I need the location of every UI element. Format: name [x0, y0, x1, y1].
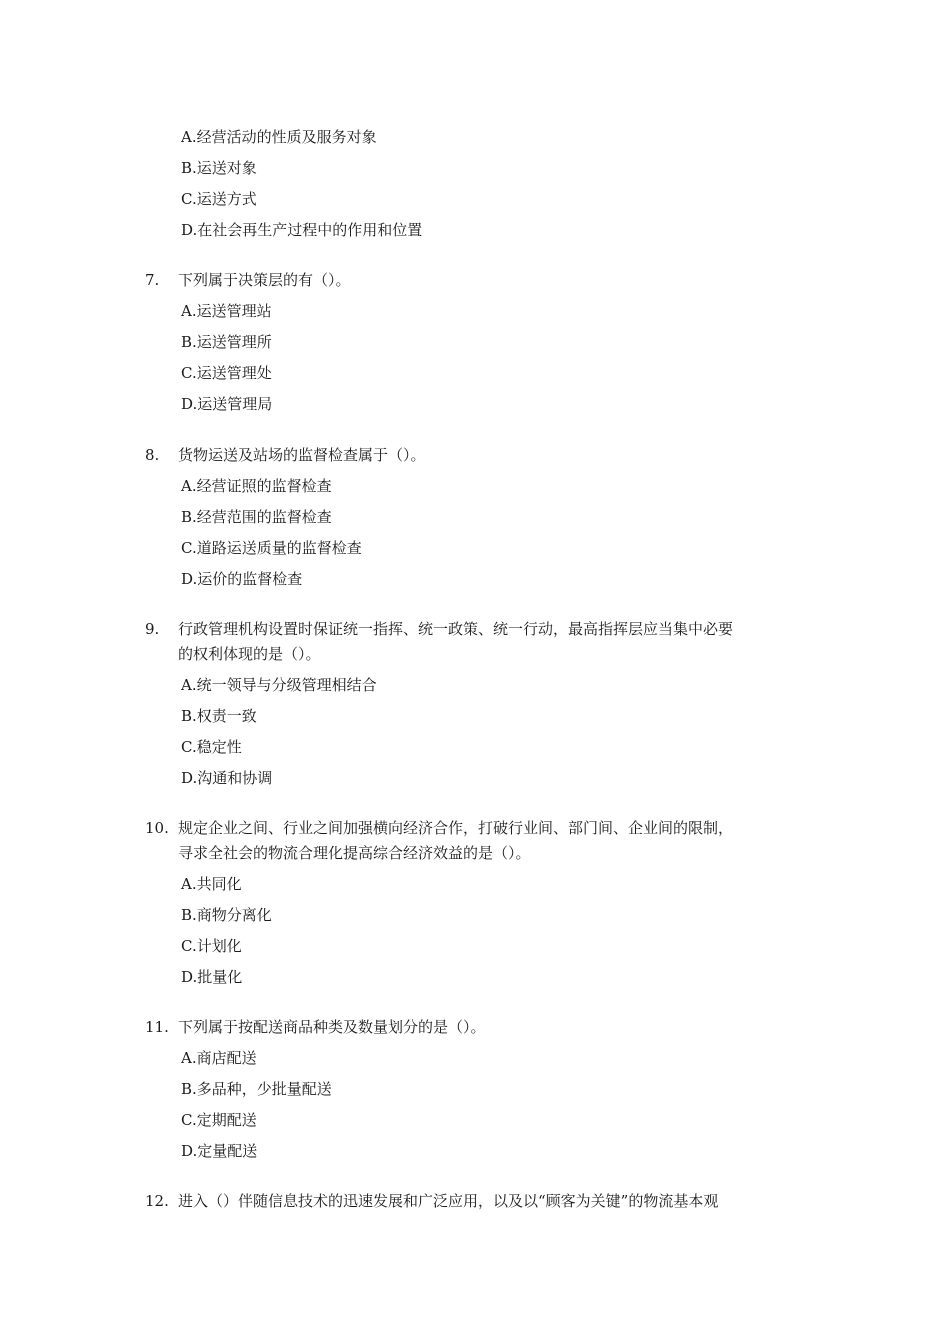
question-text-line-1: 规定企业之间、行业之间加强横向经济合作，打破行业间、部门间、企业间的限制， — [178, 819, 734, 837]
question-text-line-2: 寻求全社会的物流合理化提高综合经济效益的是（）。 — [178, 844, 531, 862]
question-number: 11. — [145, 1018, 169, 1036]
option-b: B.权责一致 — [181, 707, 257, 725]
option-d: D.定量配送 — [181, 1142, 258, 1160]
option-a: A.运送管理站 — [181, 302, 272, 320]
option-c: C.运送管理处 — [181, 364, 272, 382]
question-text-line-1: 行政管理机构设置时保证统一指挥、统一政策、统一行动，最高指挥层应当集中必要 — [178, 620, 734, 638]
question-number: 8. — [145, 446, 160, 464]
option-d: D.批量化 — [181, 968, 243, 986]
question-number: 10. — [145, 819, 169, 837]
option-b: B.经营范围的监督检查 — [181, 508, 332, 526]
option-d: D.运价的监督检查 — [181, 570, 303, 588]
question-number: 9. — [145, 620, 160, 638]
option-a: A.共同化 — [181, 875, 242, 893]
option-c: C.道路运送质量的监督检查 — [181, 539, 362, 557]
question-number: 12. — [145, 1192, 169, 1210]
option-d: D.沟通和协调 — [181, 769, 273, 787]
question-text: 货物运送及站场的监督检查属于（）。 — [178, 446, 426, 464]
option-a: A.经营活动的性质及服务对象 — [181, 128, 377, 146]
option-a: A.统一领导与分级管理相结合 — [181, 676, 377, 694]
question-text: 进入（）伴随信息技术的迅速发展和广泛应用，以及以“顾客为关键”的物流基本观 — [178, 1192, 719, 1210]
option-c: C.定期配送 — [181, 1111, 257, 1129]
option-b: B.多品种，少批量配送 — [181, 1080, 332, 1098]
option-b: B.运送对象 — [181, 159, 257, 177]
question-text-line-2: 的权利体现的是（）。 — [178, 645, 321, 663]
option-c: C.运送方式 — [181, 190, 257, 208]
option-b: B.商物分离化 — [181, 906, 272, 924]
option-c: C.计划化 — [181, 937, 242, 955]
option-c: C.稳定性 — [181, 738, 242, 756]
option-a: A.商店配送 — [181, 1049, 257, 1067]
question-number: 7. — [145, 271, 160, 289]
option-d: D.在社会再生产过程中的作用和位置 — [181, 221, 423, 239]
option-d: D.运送管理局 — [181, 395, 273, 413]
option-a: A.经营证照的监督检查 — [181, 477, 332, 495]
question-text: 下列属于按配送商品种类及数量划分的是（）。 — [178, 1018, 486, 1036]
option-b: B.运送管理所 — [181, 333, 272, 351]
question-text: 下列属于决策层的有（）。 — [178, 271, 351, 289]
